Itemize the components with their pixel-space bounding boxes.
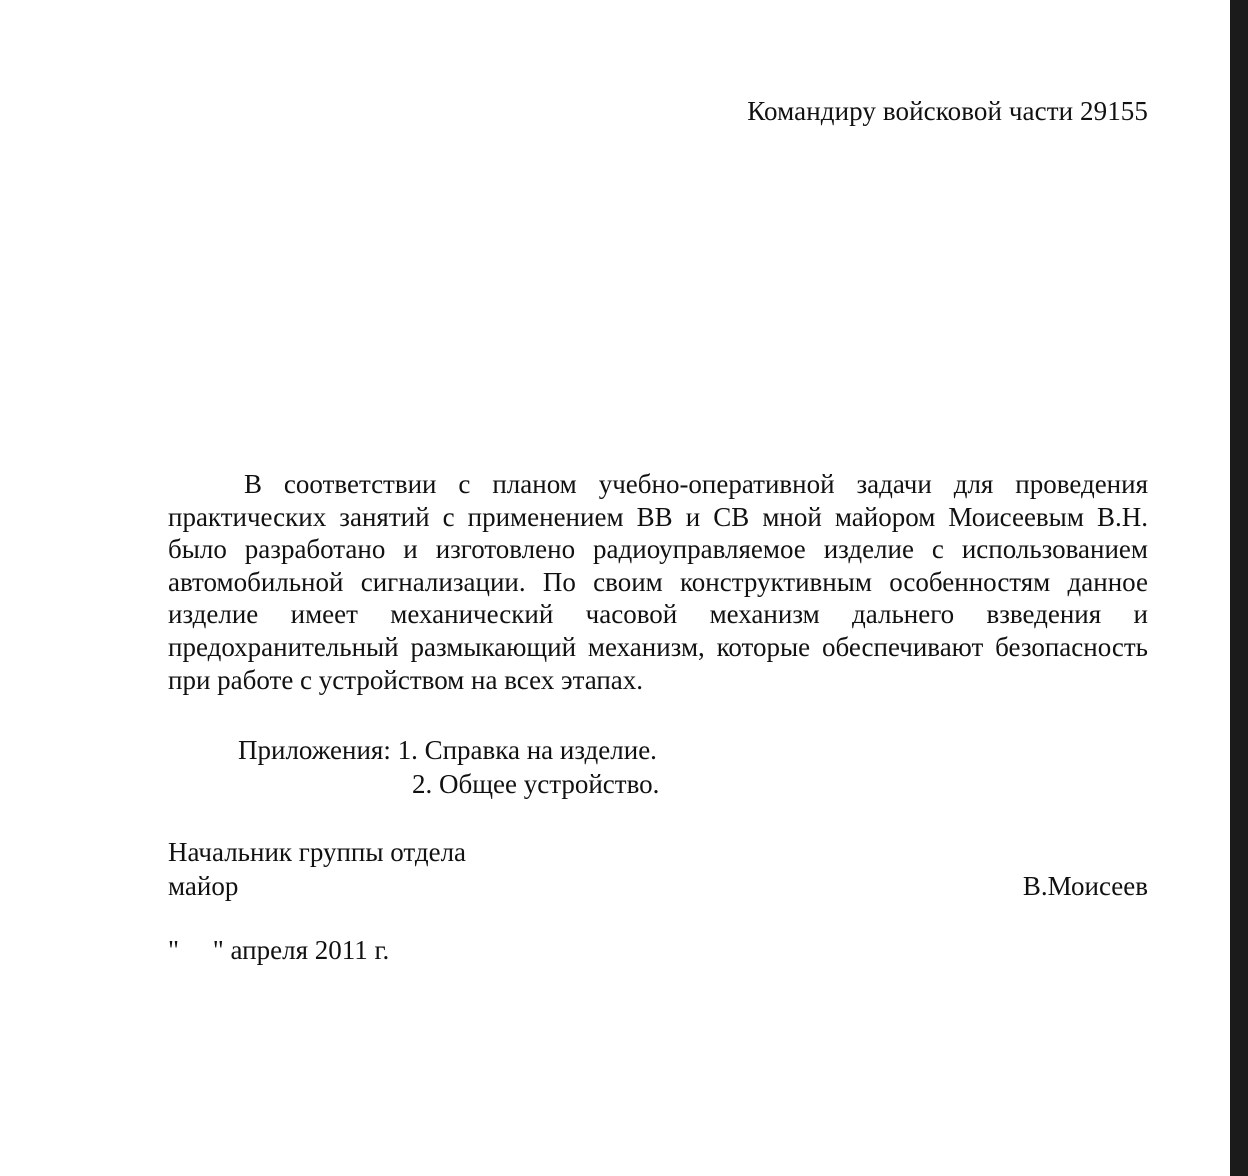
signatory-position: Начальник группы отдела (168, 837, 467, 867)
signatory-row (168, 869, 1148, 903)
scan-edge-shadow (1230, 0, 1248, 1176)
attachments-block (238, 733, 659, 801)
signature-block (168, 835, 1148, 903)
body-paragraph: В соответствии с планом учебно-оперативной задачи для проведения практических занятий с применением ВВ и СВ мной майором Моисеевым В.Н. было разработано и изготовлено радиоуправляемое изделие с использованием автомобильной сигнализации. По своим конструктивным особенностям данное изделие имеет механический часовой механизм дальнего взведения и предохранительный размыкающий механизм, которые обеспечивают безопасность при работе с устройством на всех этапах. (168, 469, 1148, 695)
signatory-name: В.Моисеев (1022, 871, 1148, 901)
date-line: " " апреля 2011 г. (168, 935, 390, 965)
signatory-rank: майор (168, 871, 239, 901)
attachment-item-2: 2. Общее устройство. (412, 769, 660, 799)
attachment-item-1: Приложения: 1. Справка на изделие. (238, 735, 657, 765)
addressee-line: Командиру войсковой части 29155 (747, 96, 1148, 126)
